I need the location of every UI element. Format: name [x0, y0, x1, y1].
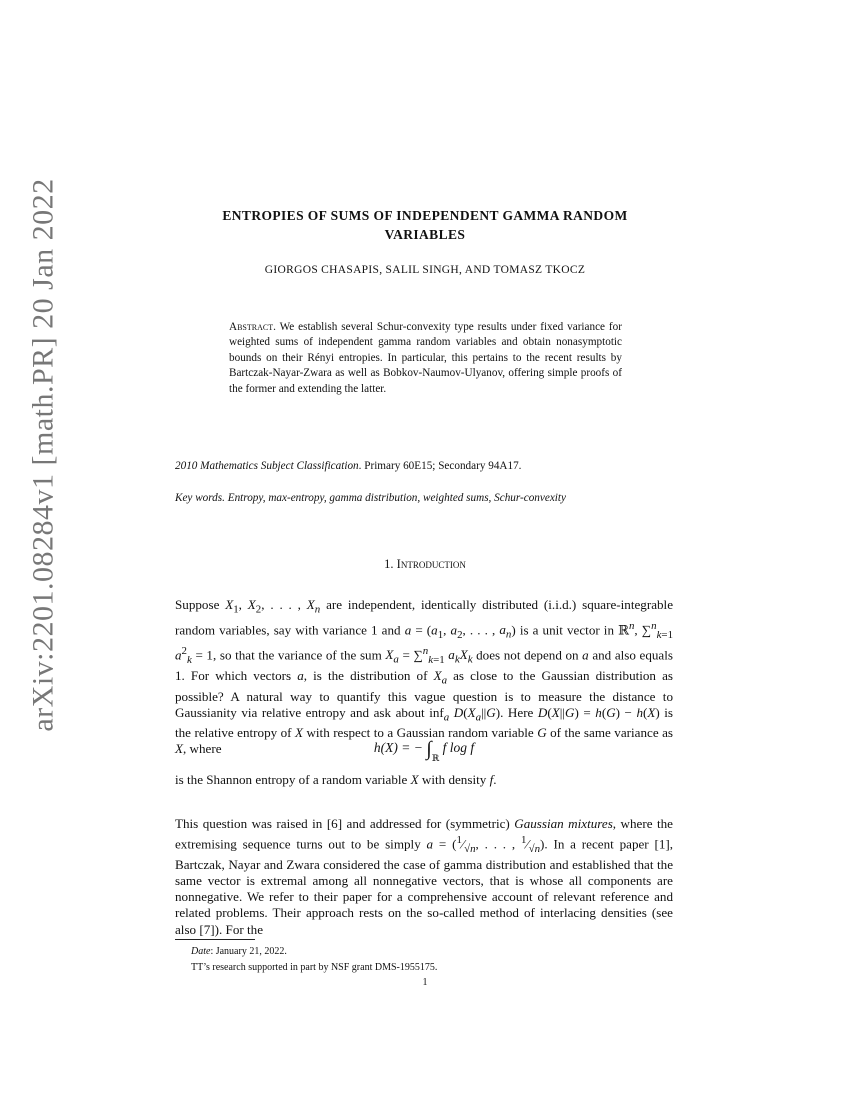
authors: GIORGOS CHASAPIS, SALIL SINGH, AND TOMASZ TKOCZ: [264, 264, 586, 276]
footnote-funding: TT’s research supported in part by NSF grant DMS-1955175.: [191, 962, 438, 973]
abstract-text: We establish several Schur-convexity type results under fixed variance for weighted sums of independent gamma random variables and obtain nonasymptotic bounds on their Rényi entropies. In particular, this pertains to the recent results by Bartczak-Nayar-Zwara as well as Bobkov-Naumov-Ulyanov, offering simple proofs of the former and extending the latter.: [229, 321, 622, 395]
paragraph-3: This question was raised in [6] and addressed for (symmetric) Gaussian mixtures, where the extremising sequence turns out to be simply $a = (^1⁄_{√n}$, . . . , $^1⁄_{√n}$). In a recent paper [1], Bartczak, Nayar and Zwara considered the case of gamma distribution and established that the same vector is extremal among all nonnegative vectors, that is whose all components are nonnegative. We refer to their paper for a comprehensive account of relevant reference and related problems. Their approach rests on the so-called method of interlacing densities (see also [7]). For the: [175, 816, 674, 937]
subject-classification: 2010 Mathematics Subject Classification. Primary 60E15; Secondary 94A17.: [175, 460, 522, 472]
arxiv-identifier-text: arXiv:2201.08284v1 [math.PR] 20 Jan 2022: [27, 178, 61, 732]
title-line-1: ENTROPIES OF SUMS OF INDEPENDENT GAMMA RANDOM: [222, 208, 628, 223]
section-number: 1.: [384, 557, 394, 571]
footnote-rule: [175, 939, 255, 940]
abstract: [229, 320, 622, 397]
date-text: : January 21, 2022.: [210, 946, 287, 957]
footnote-date: [191, 945, 287, 958]
date-label: Date: [191, 946, 211, 957]
title-line-2: VARIABLES: [384, 227, 466, 242]
msc-text: Primary 60E15; Secondary 94A17.: [364, 460, 522, 472]
paragraph-2: is the Shannon entropy of a random variable X with density f.: [175, 772, 497, 787]
paper-title: [175, 206, 675, 244]
section-title: Introduction: [396, 557, 466, 571]
page-number: 1: [422, 977, 428, 988]
keywords: [175, 492, 675, 504]
paragraph-1: Suppose $X_1$, $X_2$, . . . , $X_n$ are independent, identically distributed (i.i.d.) square-integrable random variables, say with variance 1 and $a = (a_1$, $a_2$, . . . , $a_n$) is a unit vector in ℝ$^n$, ∑$^n_{k=1}$ $a^2_k = 1$, so that the variance of the sum $X_a = \sum^n_{k=1}$ $a_kX_k$ does not depend on a and also equals 1. For which vectors a, is the distribution of $X_a$ as close to the Gaussian distribution as possible? A natural way to quantify this vague question is to measure the distance to Gaussianity via relative entropy and ask about inf$_a$ $D(X_a||G)$. Here D(X||G) = h(G) − h(X) is the relative entropy of X with respect to a Gaussian random variable G of the same variance as X, where: [175, 597, 674, 757]
msc-label: 2010 Mathematics Subject Classification: [175, 460, 359, 472]
arxiv-identifier: [22, 178, 66, 732]
keywords-text: Entropy, max-entropy, gamma distribution, weighted sums, Schur-convexity: [227, 492, 566, 504]
section-heading: [175, 557, 675, 572]
entropy-equation: h(X) = − $\int_ℝ$ f log f: [373, 738, 475, 763]
keywords-label: Key words.: [175, 492, 225, 504]
abstract-label: Abstract.: [229, 321, 276, 333]
